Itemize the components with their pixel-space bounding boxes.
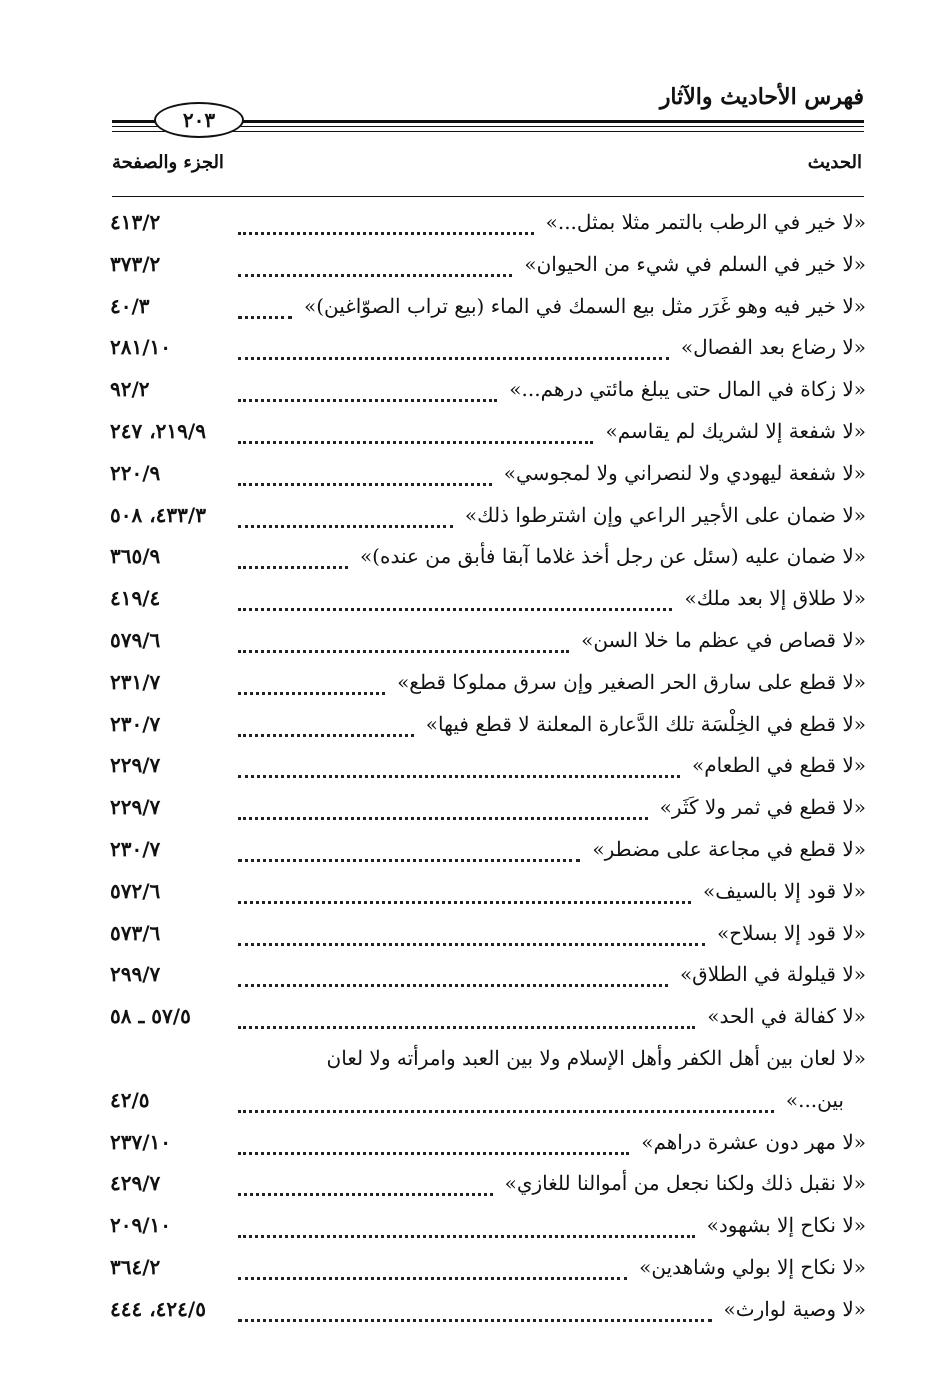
list-item xyxy=(110,749,866,789)
list-item xyxy=(110,791,866,831)
list-item xyxy=(110,1042,866,1082)
volume-page-ref: ٤٣٣/٣، ٥٠٨ xyxy=(110,503,206,527)
header-rule-band xyxy=(112,98,864,142)
dot-leader xyxy=(238,395,497,402)
volume-page-ref: ٥٧٩/٦ xyxy=(110,628,161,652)
volume-page-ref: ٢٣٧/١٠ xyxy=(110,1130,172,1154)
volume-page-ref: ٢٢٩/٧ xyxy=(110,753,161,777)
dot-leader xyxy=(238,855,580,862)
dot-leader xyxy=(238,1106,774,1113)
hadith-text: «لا شفعة ليهودي ولا لنصراني ولا لمجوسي» xyxy=(503,461,866,485)
list-item xyxy=(110,708,866,748)
hadith-text: «لا قود إلا بالسيف» xyxy=(702,879,866,903)
dot-leader xyxy=(238,688,385,695)
list-item xyxy=(110,1209,866,1249)
volume-page-ref: ٥٧٢/٦ xyxy=(110,879,161,903)
list-item xyxy=(110,290,866,330)
column-header-volume-page: الجزء والصفحة xyxy=(112,152,224,173)
volume-page-ref: ٥٧/٥ ـ ٥٨ xyxy=(110,1004,191,1028)
list-item xyxy=(110,582,866,622)
hadith-text: «لا وصية لوارث» xyxy=(723,1297,866,1321)
hadith-text: «لا زكاة في المال حتى يبلغ مائتي درهم...» xyxy=(509,377,866,401)
volume-page-ref: ٤٢/٥ xyxy=(110,1088,150,1112)
volume-page-ref: ٥٧٣/٦ xyxy=(110,921,161,945)
dot-leader xyxy=(238,1231,695,1238)
dot-leader xyxy=(238,521,453,528)
volume-page-ref: ٢١٩/٩، ٢٤٧ xyxy=(110,419,206,443)
volume-page-ref: ٣٧٣/٢ xyxy=(110,252,161,276)
hadith-text: «لا ضمان على الأجير الراعي وإن اشترطوا ذلك» xyxy=(464,503,866,527)
list-item xyxy=(110,1000,866,1040)
list-item xyxy=(110,875,866,915)
dot-leader xyxy=(238,228,534,235)
hadith-text: «لا كفالة في الحد» xyxy=(707,1004,866,1028)
dot-leader xyxy=(238,939,705,946)
list-item-continuation xyxy=(110,1084,866,1124)
hadith-text: «لا لعان بين أهل الكفر وأهل الإسلام ولا بين العبد وامرأته ولا لعان xyxy=(326,1046,866,1070)
volume-page-ref: ٢٩٩/٧ xyxy=(110,962,161,986)
list-item xyxy=(110,1251,866,1291)
hadith-text: «لا قطع في مجاعة على مضطر» xyxy=(592,837,866,861)
dot-leader xyxy=(238,980,668,987)
hadith-text: «لا خير فيه وهو غَرَر مثل بيع السمك في الماء (بيع تراب الصوّاغين)» xyxy=(303,294,866,318)
volume-page-ref: ٢٣١/٧ xyxy=(110,670,161,694)
page-number-badge: ٢٠٣ xyxy=(154,102,244,138)
dot-leader xyxy=(238,646,569,653)
list-item xyxy=(110,624,866,664)
dot-leader xyxy=(238,604,672,611)
volume-page-ref: ٤١٣/٢ xyxy=(110,210,161,234)
list-item xyxy=(110,958,866,998)
hadith-text: «لا ضمان عليه (سئل عن رجل أخذ غلاما آبقا فأبق من عنده)» xyxy=(359,544,866,568)
list-item xyxy=(110,457,866,497)
list-item xyxy=(110,248,866,288)
hadith-text-continuation: بين...» xyxy=(785,1088,844,1112)
hadith-text: «لا مهر دون عشرة دراهم» xyxy=(641,1130,866,1154)
dot-leader xyxy=(238,270,512,277)
hadith-text: «لا نكاح إلا بشهود» xyxy=(706,1213,866,1237)
volume-page-ref: ٢٠٩/١٠ xyxy=(110,1213,172,1237)
list-item xyxy=(110,1293,866,1333)
list-item xyxy=(110,917,866,957)
list-item xyxy=(110,415,866,455)
hadith-text: «لا قود إلا بسلاح» xyxy=(717,921,866,945)
dot-leader xyxy=(238,312,292,319)
dot-leader xyxy=(238,1273,627,1280)
hadith-text: «لا قصاص في عظم ما خلا السن» xyxy=(581,628,866,652)
volume-page-ref: ٩٢/٢ xyxy=(110,377,150,401)
hadith-text: «لا قطع على سارق الحر الصغير وإن سرق مملوكا قطع» xyxy=(397,670,866,694)
volume-page-ref: ٤٢٤/٥، ٤٤٤ xyxy=(110,1297,206,1321)
list-item xyxy=(110,331,866,371)
hadith-text: «لا خير في السلم في شيء من الحيوان» xyxy=(524,252,866,276)
hadith-text: «لا قيلولة في الطلاق» xyxy=(679,962,866,986)
column-header-rule xyxy=(112,196,864,197)
volume-page-ref: ٢٣٠/٧ xyxy=(110,837,161,861)
dot-leader xyxy=(238,437,593,444)
list-item xyxy=(110,1126,866,1166)
hadith-text: «لا نكاح إلا بولي وشاهدين» xyxy=(639,1255,866,1279)
running-title: فهرس الأحاديث والآثار xyxy=(659,84,864,110)
list-item xyxy=(110,666,866,706)
hadith-text: «لا قطع في الطعام» xyxy=(692,753,866,777)
hadith-text: «لا رضاع بعد الفصال» xyxy=(680,335,866,359)
volume-page-ref: ٤١٩/٤ xyxy=(110,586,161,610)
volume-page-ref: ٢٣٠/٧ xyxy=(110,712,161,736)
hadith-text: «لا خير في الرطب بالتمر مثلا بمثل...» xyxy=(545,210,866,234)
dot-leader xyxy=(238,353,669,360)
dot-leader xyxy=(238,1189,493,1196)
list-item xyxy=(110,833,866,873)
volume-page-ref: ٣٦٤/٢ xyxy=(110,1255,161,1279)
volume-page-ref: ٣٦٥/٩ xyxy=(110,544,161,568)
list-item xyxy=(110,540,866,580)
hadith-text: «لا قطع في ثمر ولا كَثَر» xyxy=(659,795,866,819)
hadith-text: «لا طلاق إلا بعد ملك» xyxy=(684,586,866,610)
dot-leader xyxy=(238,771,680,778)
list-item xyxy=(110,499,866,539)
list-item xyxy=(110,206,866,246)
dot-leader xyxy=(238,813,648,820)
volume-page-ref: ٤٠/٣ xyxy=(110,294,150,318)
list-item xyxy=(110,1167,866,1207)
hadith-text: «لا نقبل ذلك ولكنا نجعل من أموالنا للغازي» xyxy=(504,1171,866,1195)
list-item xyxy=(110,373,866,413)
volume-page-ref: ٢٢٩/٧ xyxy=(110,795,161,819)
volume-page-ref: ٢٨١/١٠ xyxy=(110,335,172,359)
hadith-text: «لا شفعة إلا لشريك لم يقاسم» xyxy=(605,419,866,443)
dot-leader xyxy=(238,1022,695,1029)
dot-leader xyxy=(238,1315,712,1322)
dot-leader xyxy=(238,897,691,904)
volume-page-ref: ٢٢٠/٩ xyxy=(110,461,161,485)
hadith-text: «لا قطع في الخِلْسَة تلك الدَّعارة المعلنة لا قطع فيها» xyxy=(425,712,866,736)
dot-leader xyxy=(238,479,492,486)
dot-leader xyxy=(238,730,414,737)
volume-page-ref: ٤٢٩/٧ xyxy=(110,1171,161,1195)
column-header-hadith: الحديث xyxy=(807,152,862,173)
dot-leader xyxy=(238,1148,629,1155)
dot-leader xyxy=(238,562,348,569)
